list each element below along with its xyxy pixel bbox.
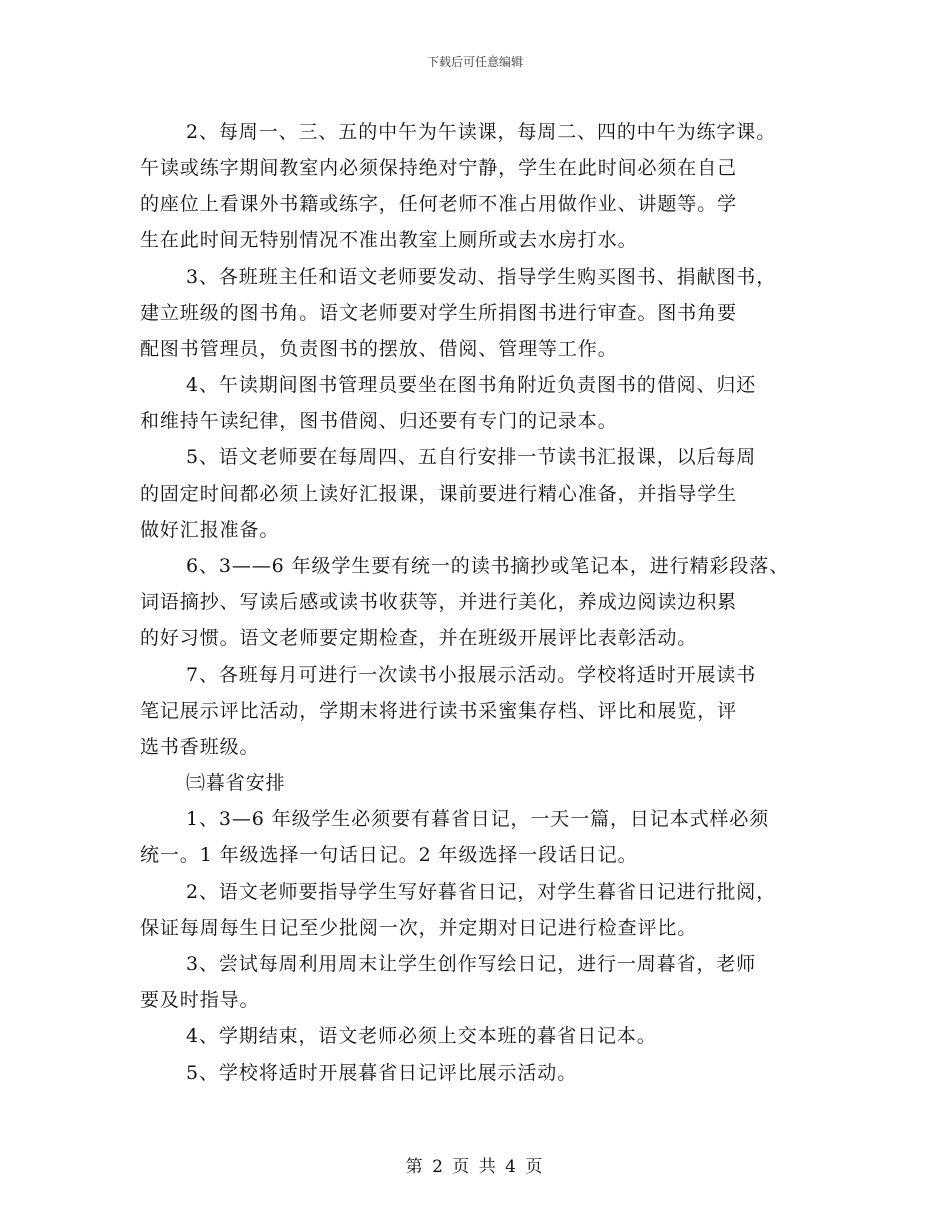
text-line: 笔记展示评比活动，学期末将进行读书采蜜集存档、评比和展览，评 — [140, 700, 738, 722]
text-line: 配图书管理员，负责图书的摆放、借阅、管理等工作。 — [140, 338, 618, 360]
text-line: 4、学期结束，语文老师必须上交本班的暮省日记本。 — [186, 1025, 657, 1047]
text-line: 建立班级的图书角。语文老师要对学生所捐图书进行审查。图书角要 — [140, 302, 738, 324]
text-line: 1、3—6 年级学生必须要有暮省日记，一天一篇，日记本式样必须 — [186, 808, 770, 830]
text-line: 5、语文老师要在每周四、五自行安排一节读书汇报课，以后每周 — [186, 446, 757, 468]
section-heading: ㈢暮省安排 — [186, 772, 286, 794]
text-line: 的座位上看课外书籍或练字，任何老师不准占用做作业、讲题等。学 — [140, 193, 738, 215]
text-line: 7、各班每月可进行一次读书小报展示活动。学校将适时开展读书 — [186, 664, 757, 686]
text-line: 午读或练字期间教室内必须保持绝对宁静，学生在此时间必须在自己 — [140, 157, 738, 179]
text-line: 要及时指导。 — [140, 989, 260, 1011]
text-line: 和维持午读纪律，图书借阅、归还要有专门的记录本。 — [140, 410, 618, 432]
text-line: 2、每周一、三、五的中午为午读课，每周二、四的中午为练字课。 — [186, 121, 777, 143]
text-line: 做好汇报准备。 — [140, 519, 280, 541]
text-line: 6、3——6 年级学生要有统一的读书摘抄或笔记本，进行精彩段落、 — [186, 555, 790, 577]
text-line: 5、学校将适时开展暮省日记评比展示活动。 — [186, 1062, 578, 1084]
text-line: 3、各班班主任和语文老师要发动、指导学生购买图书、捐献图书， — [186, 266, 777, 288]
text-line: 4、午读期间图书管理员要坐在图书角附近负责图书的借阅、归还 — [186, 374, 757, 396]
text-line: 生在此时间无特别情况不准出教室上厕所或去水房打水。 — [140, 229, 638, 251]
text-line: 保证每周每生日记至少批阅一次，并定期对日记进行检查评比。 — [140, 917, 698, 939]
page-header: 下载后可任意编辑 — [426, 55, 523, 69]
text-line: 的固定时间都必须上读好汇报课，课前要进行精心准备，并指导学生 — [140, 483, 738, 505]
text-line: 选书香班级。 — [140, 736, 260, 758]
text-line: 的好习惯。语文老师要定期检查，并在班级开展评比表彰活动。 — [140, 627, 698, 649]
text-line: 2、语文老师要指导学生写好暮省日记，对学生暮省日记进行批阅， — [186, 881, 777, 903]
text-line: 词语摘抄、写读后感或读书收获等，并进行美化，养成边阅读边积累 — [140, 591, 738, 613]
text-line: 3、尝试每周利用周末让学生创作写绘日记，进行一周暮省，老师 — [186, 953, 757, 975]
page-number-footer: 第 2 页 共 4 页 — [405, 1157, 545, 1177]
text-line: 统一。1 年级选择一句话日记。2 年级选择一段话日记。 — [140, 844, 638, 866]
